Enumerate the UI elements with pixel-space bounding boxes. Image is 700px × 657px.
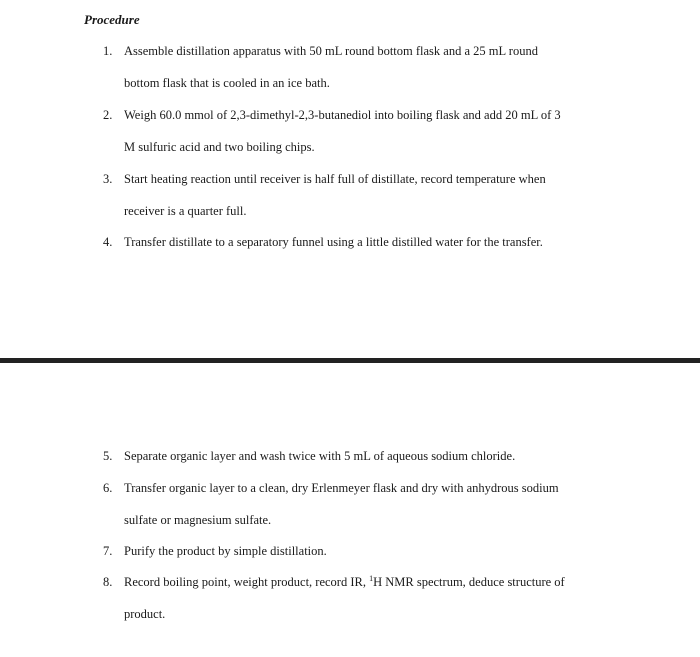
step-number: 1. [103,44,113,58]
step-text-line-2: M sulfuric acid and two boiling chips. [124,140,315,154]
procedure-heading: Procedure [84,12,140,27]
step-text-line-2: sulfate or magnesium sulfate. [124,513,272,527]
step-text-line-1 [124,573,565,591]
step-number: 4. [103,235,113,249]
isotope-superscript: 1 [369,573,374,583]
section-divider [0,358,700,363]
step-text-line-1: Transfer organic layer to a clean, dry Erlenmeyer flask and dry with anhydrous sodium [124,481,559,495]
step-number: 3. [103,172,113,186]
step-text-line-1: Assemble distillation apparatus with 50 mL round bottom flask and a 25 mL round [124,44,538,58]
step-number: 5. [103,449,113,463]
step-text-line-1: Separate organic layer and wash twice with 5 mL of aqueous sodium chloride. [124,449,516,463]
step-number: 7. [103,544,113,558]
step-number: 2. [103,108,113,122]
step-text-line-1: Transfer distillate to a separatory funnel using a little distilled water for the transfer. [124,235,543,249]
step-number: 8. [103,575,113,589]
step-text-line-2: receiver is a quarter full. [124,204,247,218]
step-text-line-1: Weigh 60.0 mmol of 2,3-dimethyl-2,3-butanediol into boiling flask and add 20 mL of 3 [124,108,561,122]
step-text-line-2: bottom flask that is cooled in an ice bath. [124,76,330,90]
step-text-line-1-part-a: Record boiling point, weight product, record IR, [124,575,370,589]
step-text-line-2: product. [124,607,166,621]
step-number: 6. [103,481,113,495]
step-text-line-1-part-b: H NMR spectrum, deduce structure of [373,575,565,589]
step-text-line-1: Purify the product by simple distillation. [124,544,327,558]
step-text-line-1: Start heating reaction until receiver is half full of distillate, record temperature when [124,172,546,186]
